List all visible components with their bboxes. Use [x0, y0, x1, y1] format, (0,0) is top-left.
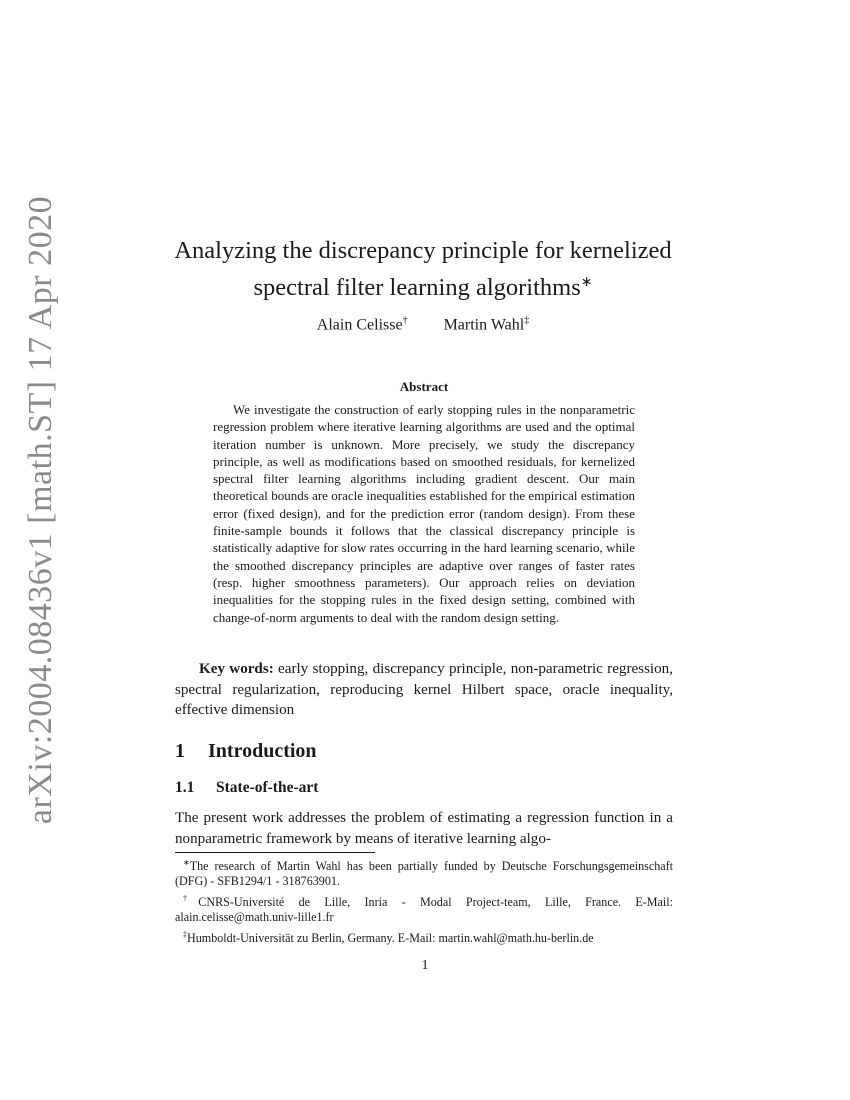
- abstract-body: We investigate the construction of early stopping rules in the nonparametric regression problem where iterative learning algorithms are used and the optimal iteration number is unknown. More precisely, we study the discrepancy principle, as well as modifications based on smoothed residuals, for kernelized spectral filter learning algorithms including gradient descent. Our main theoretical bounds are oracle inequalities established for the empirical estimation error (fixed design), and for the prediction error (random design). From these finite-sample bounds it follows that the classical discrepancy principle is statistically adaptive for slow rates occurring in the hard learning scenario, while the smoothed discrepancy principles are adaptive over ranges of faster rates (resp. higher smoothness parameters). Our approach relies on deviation inequalities for the stopping rules in the fixed design setting, combined with change-of-norm arguments to deal with the random design setting.: [213, 402, 635, 625]
- footnote: [175, 927, 673, 946]
- author-name: Martin Wahl: [443, 316, 525, 334]
- title-line-1: Analyzing the discrepancy principle for kernelized: [174, 237, 672, 264]
- keywords-text: early stopping, discrepancy principle, non-parametric regression, spectral regularization, reproducing kernel Hilbert space, oracle inequality, effective dimension: [175, 661, 673, 719]
- title-line-2: spectral filter learning algorithms: [253, 274, 581, 302]
- arxiv-identifier: arXiv:2004.08436v1 [math.ST] 17 Apr 2020: [22, 195, 59, 825]
- author-name: Alain Celisse: [316, 316, 403, 334]
- section-heading: [175, 740, 317, 763]
- footnote-text: CNRS-Université de Lille, Inria - Modal Project-team, Lille, France. E-Mail: alain.celisse@math.univ-lille1.fr: [175, 895, 674, 925]
- footnote-rule: [175, 852, 375, 853]
- footnote-text: Humboldt-Universität zu Berlin, Germany. E-Mail: martin.wahl@math.hu-berlin.de: [187, 931, 594, 946]
- author-footnote-marker: †: [402, 315, 408, 326]
- footnote: [175, 855, 673, 889]
- keywords-label: Key words:: [199, 661, 274, 677]
- abstract-heading: Abstract: [399, 379, 449, 394]
- section-number: 1: [175, 740, 185, 762]
- author: [317, 315, 408, 334]
- footnote-marker: ‡: [183, 930, 187, 940]
- footnote: [175, 891, 673, 925]
- subsection-number: 1.1: [175, 779, 195, 796]
- subsection-heading: [175, 779, 318, 797]
- keywords: [175, 659, 673, 721]
- author: [444, 315, 530, 334]
- author-footnote-marker: ‡: [524, 315, 530, 326]
- section-title: Introduction: [208, 740, 317, 762]
- footnote-marker: †: [183, 894, 199, 904]
- intro-paragraph: The present work addresses the problem of estimating a regression function in a nonparametric framework by means of iterative learning algo-: [175, 810, 673, 847]
- author-list: [150, 315, 696, 334]
- footnote-marker: ∗: [183, 858, 190, 867]
- paper-title: [150, 235, 696, 304]
- page-number: 1: [421, 958, 429, 973]
- title-footnote-marker: ∗: [580, 275, 593, 290]
- footnotes: [175, 855, 673, 948]
- footnote-text: The research of Martin Wahl has been partially funded by Deutsche Forschungsgemeinschaft (DFG) - SFB1294/1 - 318763901.: [175, 859, 673, 889]
- subsection-title: State-of-the-art: [216, 779, 319, 796]
